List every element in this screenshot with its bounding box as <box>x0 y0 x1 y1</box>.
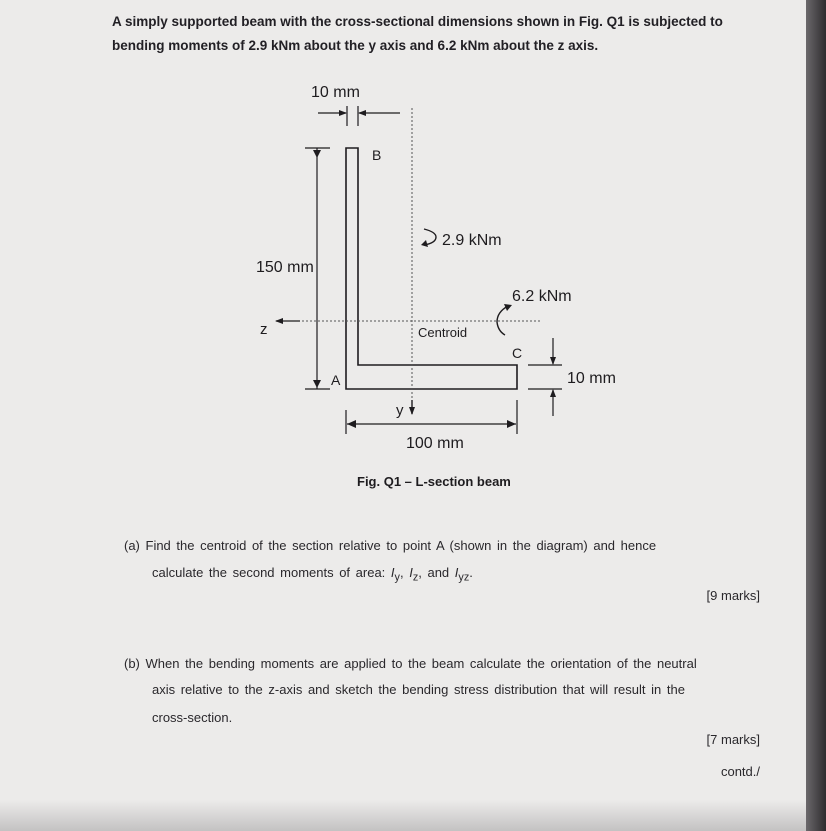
question-a-line-2-prefix: calculate the second moments of area: <box>152 565 391 580</box>
centroid-label: Centroid <box>418 325 468 340</box>
intro-line-1: A simply supported beam with the cross-sectional dimensions shown in Fig. Q1 is subjected to <box>112 14 723 29</box>
intro-line-2: bending moments of 2.9 kNm about the y axis and 6.2 kNm about the z axis. <box>112 38 599 53</box>
question-b-line-1: (b) When the bending moments are applied to the beam calculate the orientation of the neutral <box>124 656 697 671</box>
point-b-label: B <box>372 147 382 163</box>
iz-symbol: I <box>409 565 413 580</box>
height-dimension-label: 150 mm <box>256 259 314 276</box>
iyz-symbol: I <box>454 565 459 580</box>
height-dim-arrowhead-top <box>313 150 321 158</box>
height-dim-arrowhead-bottom <box>313 380 321 388</box>
width-dim-arrowhead-right <box>507 420 516 428</box>
question-a-line-2: calculate the second moments of area: $I_y$, $I_z$, and $I_{yz}$. <box>152 565 473 584</box>
iyz-subscript: yz <box>458 571 470 584</box>
page-edge-shadow <box>806 0 826 831</box>
moment-y-label: 2.9 kNm <box>442 232 502 249</box>
iy-subscript: y <box>394 571 400 584</box>
top-dimension-label: 10 mm <box>311 84 360 101</box>
question-b-line-2: axis relative to the z-axis and sketch the bending stress distribution that will result in the <box>152 682 685 697</box>
flange-dimension-label: 10 mm <box>567 370 616 387</box>
point-a-label: A <box>331 372 341 388</box>
iz-subscript: z <box>412 571 419 584</box>
question-b-marks: [7 marks] <box>706 732 760 747</box>
figure-caption: Fig. Q1 – L-section beam <box>357 474 511 489</box>
moment-y-arrowhead <box>421 240 428 247</box>
bottom-shadow <box>0 800 806 831</box>
l-section-outline <box>346 148 517 389</box>
moment-z-label: 6.2 kNm <box>512 288 572 305</box>
width-dim-arrowhead-left <box>347 420 356 428</box>
question-b-line-3: cross-section. <box>152 710 233 725</box>
and-word: and <box>421 565 455 580</box>
point-c-label: C <box>512 345 523 361</box>
width-dimension-label: 100 mm <box>406 435 464 452</box>
question-a-line-1: (a) Find the centroid of the section relative to point A (shown in the diagram) and hence <box>124 538 657 553</box>
z-axis-label: z <box>260 321 268 338</box>
contd-label: contd./ <box>720 764 760 779</box>
iy-symbol: I <box>390 565 395 580</box>
question-a-marks: [9 marks] <box>706 588 760 603</box>
y-axis-label: y <box>396 402 404 419</box>
